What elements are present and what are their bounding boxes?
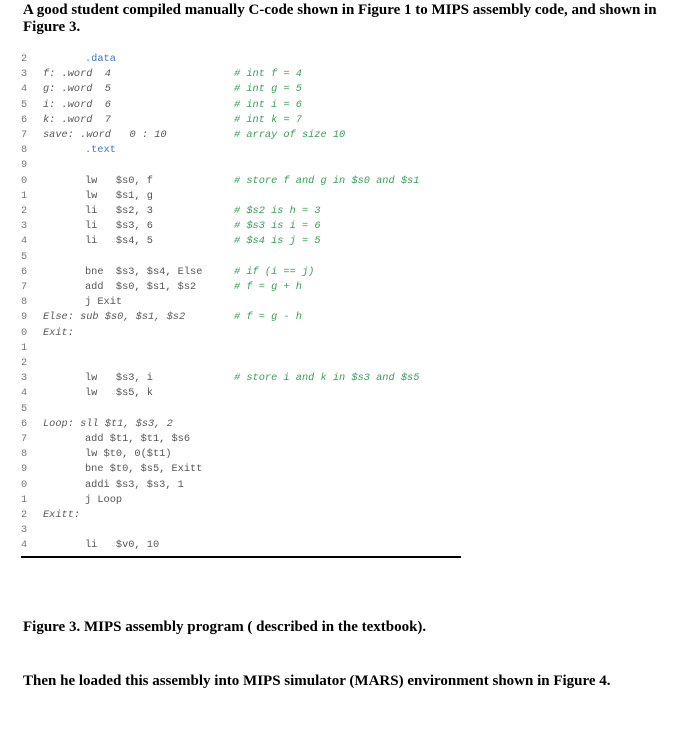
intro-paragraph: A good student compiled manually C-code shown in Figure 1 to MIPS assembly code, and shown in Figure 3. bbox=[23, 2, 657, 35]
code-instruction: j Loop bbox=[85, 493, 123, 506]
line-number: 2 bbox=[21, 357, 28, 369]
line-number: 4 bbox=[21, 539, 28, 552]
figure-caption: Figure 3. MIPS assembly program ( described in the textbook). bbox=[23, 619, 427, 635]
code-line bbox=[21, 174, 461, 189]
code-line bbox=[21, 371, 461, 386]
code-line bbox=[21, 386, 461, 401]
line-number: 4 bbox=[21, 387, 28, 400]
code-line bbox=[21, 52, 461, 67]
assembler-directive: .text bbox=[85, 144, 116, 157]
code-line bbox=[21, 143, 461, 158]
code-comment: # store f and g in $s0 and $s1 bbox=[234, 174, 420, 187]
code-line bbox=[21, 250, 461, 265]
line-number: 8 bbox=[21, 448, 28, 461]
code-line bbox=[21, 432, 461, 447]
code-label-statement: i: .word 6 bbox=[43, 98, 111, 111]
code-comment: # int f = 4 bbox=[234, 68, 302, 81]
code-label-statement: f: .word 4 bbox=[43, 68, 111, 81]
line-number: 6 bbox=[21, 265, 28, 278]
code-line bbox=[21, 356, 461, 371]
code-comment: # int g = 5 bbox=[234, 83, 302, 96]
code-label-statement: Exitt: bbox=[43, 509, 81, 521]
code-line bbox=[21, 523, 461, 538]
line-number: 7 bbox=[21, 281, 28, 293]
line-number: 2 bbox=[21, 53, 28, 65]
code-instruction: li $s2, 3 bbox=[85, 205, 153, 217]
line-number: 0 bbox=[21, 478, 28, 491]
code-instruction: lw $t0, 0($t1) bbox=[85, 448, 172, 461]
code-instruction: lw $s3, i bbox=[85, 372, 153, 385]
code-instruction: lw $s5, k bbox=[85, 387, 153, 400]
code-label-statement: k: .word 7 bbox=[43, 113, 111, 126]
code-line bbox=[21, 82, 461, 97]
code-instruction: add $s0, $s1, $s2 bbox=[85, 281, 197, 293]
code-instruction: lw $s0, f bbox=[85, 174, 153, 187]
line-number: 2 bbox=[21, 509, 28, 521]
code-line bbox=[21, 478, 461, 493]
code-line bbox=[21, 538, 461, 553]
code-line bbox=[21, 204, 461, 219]
line-number: 3 bbox=[21, 220, 28, 233]
line-number: 3 bbox=[21, 372, 28, 385]
code-comment: # array of size 10 bbox=[234, 129, 346, 141]
line-number: 6 bbox=[21, 113, 28, 126]
line-number: 2 bbox=[21, 205, 28, 217]
code-comment: # $s4 is j = 5 bbox=[234, 235, 321, 248]
line-number: 9 bbox=[21, 159, 28, 172]
code-line bbox=[21, 98, 461, 113]
code-instruction: bne $s3, $s4, Else bbox=[85, 265, 203, 278]
assembly-code-block bbox=[21, 52, 461, 557]
code-label-statement: Exit: bbox=[43, 326, 74, 339]
line-number: 1 bbox=[21, 493, 28, 506]
line-number: 7 bbox=[21, 129, 28, 141]
code-instruction: j Exit bbox=[85, 296, 123, 309]
line-number: 1 bbox=[21, 341, 28, 354]
line-number: 7 bbox=[21, 433, 28, 445]
code-comment: # $s2 is h = 3 bbox=[234, 205, 321, 217]
code-label-statement: Else: sub $s0, $s1, $s2 bbox=[43, 311, 186, 324]
line-number: 4 bbox=[21, 235, 28, 248]
code-line bbox=[21, 189, 461, 204]
code-line bbox=[21, 493, 461, 508]
code-line bbox=[21, 417, 461, 432]
line-number: 1 bbox=[21, 189, 28, 202]
code-instruction: li $s4, 5 bbox=[85, 235, 153, 248]
line-number: 8 bbox=[21, 144, 28, 157]
line-number: 4 bbox=[21, 83, 28, 96]
code-line bbox=[21, 234, 461, 249]
outro-paragraph: Then he loaded this assembly into MIPS simulator (MARS) environment shown in Figure 4. bbox=[23, 673, 611, 689]
code-line bbox=[21, 265, 461, 280]
code-line bbox=[21, 295, 461, 310]
code-line bbox=[21, 508, 461, 523]
line-number: 9 bbox=[21, 311, 28, 324]
code-comment: # $s3 is i = 6 bbox=[234, 220, 321, 233]
code-comment: # if (i == j) bbox=[234, 265, 315, 278]
code-instruction: lw $s1, g bbox=[85, 189, 153, 202]
assembler-directive: .data bbox=[85, 53, 116, 65]
code-comment: # f = g + h bbox=[234, 281, 302, 293]
line-number: 5 bbox=[21, 250, 28, 263]
code-line bbox=[21, 462, 461, 477]
line-number: 5 bbox=[21, 402, 28, 415]
code-comment: # int i = 6 bbox=[234, 98, 302, 111]
code-line bbox=[21, 219, 461, 234]
code-instruction: add $t1, $t1, $s6 bbox=[85, 433, 191, 445]
line-number: 0 bbox=[21, 326, 28, 339]
code-bottom-rule bbox=[21, 556, 461, 558]
code-label-statement: Loop: sll $t1, $s3, 2 bbox=[43, 417, 173, 430]
code-comment: # store i and k in $s3 and $s5 bbox=[234, 372, 420, 385]
code-comment: # f = g - h bbox=[234, 311, 302, 324]
line-number: 3 bbox=[21, 524, 28, 537]
code-label-statement: save: .word 0 : 10 bbox=[43, 129, 167, 141]
line-number: 6 bbox=[21, 417, 28, 430]
code-line bbox=[21, 447, 461, 462]
code-line bbox=[21, 402, 461, 417]
code-label-statement: g: .word 5 bbox=[43, 83, 111, 96]
code-line bbox=[21, 341, 461, 356]
line-number: 8 bbox=[21, 296, 28, 309]
code-line bbox=[21, 113, 461, 128]
code-instruction: li $s3, 6 bbox=[85, 220, 153, 233]
code-line bbox=[21, 280, 461, 295]
code-instruction: addi $s3, $s3, 1 bbox=[85, 478, 184, 491]
line-number: 9 bbox=[21, 463, 28, 476]
code-line bbox=[21, 67, 461, 82]
code-comment: # int k = 7 bbox=[234, 113, 302, 126]
line-number: 0 bbox=[21, 174, 28, 187]
line-number: 5 bbox=[21, 98, 28, 111]
code-line bbox=[21, 128, 461, 143]
code-line bbox=[21, 310, 461, 325]
line-number: 3 bbox=[21, 68, 28, 81]
code-line bbox=[21, 158, 461, 173]
code-line bbox=[21, 326, 461, 341]
code-instruction: li $v0, 10 bbox=[85, 539, 160, 552]
code-instruction: bne $t0, $s5, Exitt bbox=[85, 463, 203, 476]
